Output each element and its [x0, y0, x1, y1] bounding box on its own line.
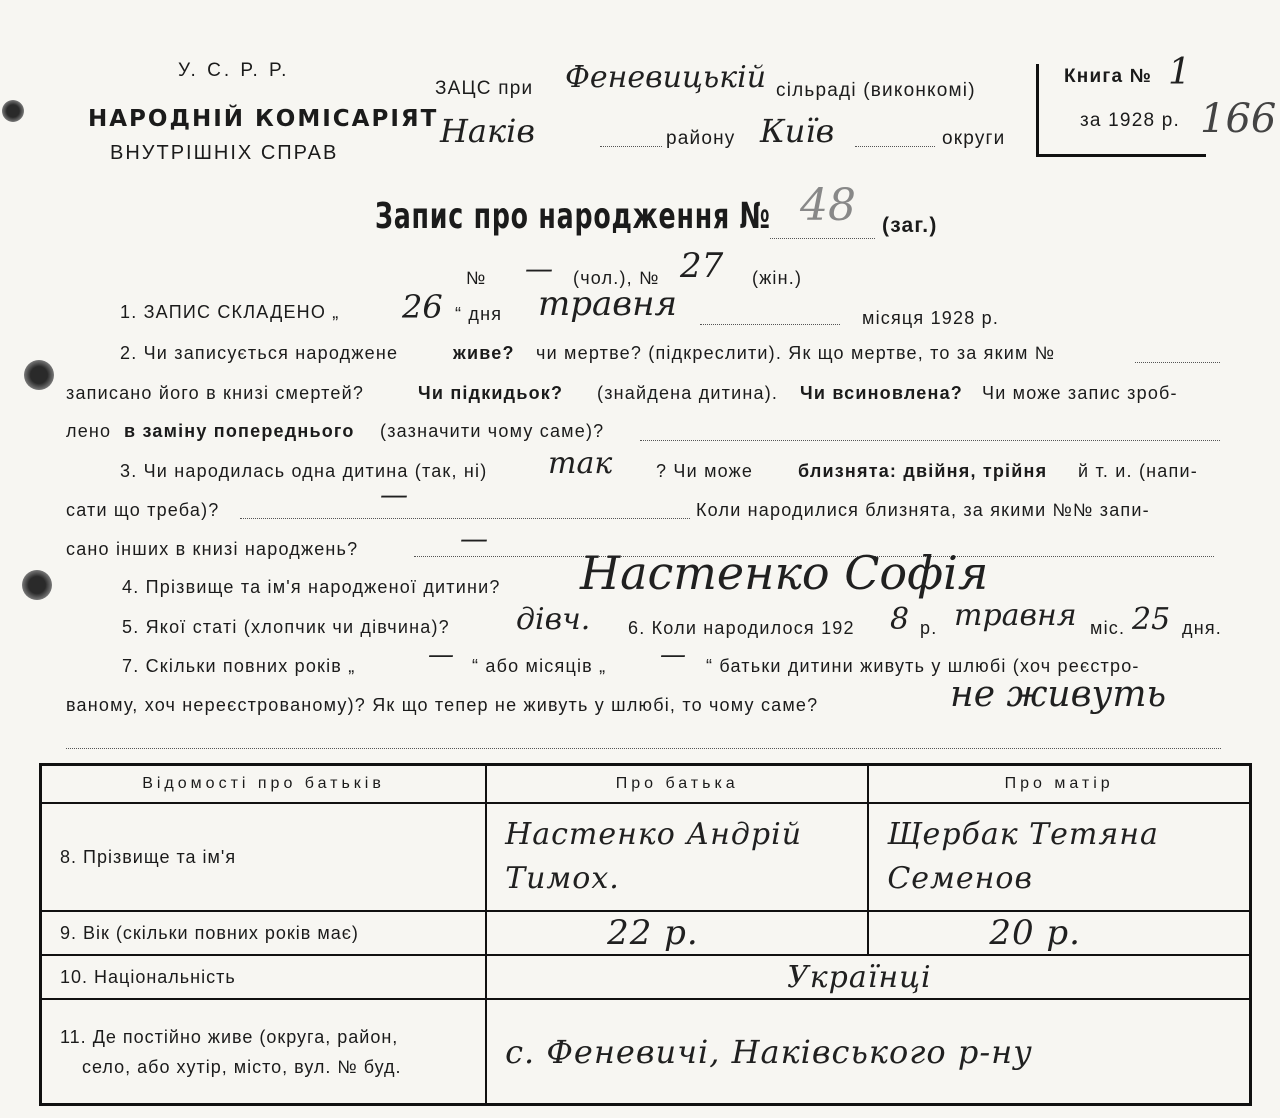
q7-answer: не живуть	[950, 674, 1167, 715]
q1-month: травня	[538, 284, 677, 324]
mother-column-header: Про матір	[868, 765, 1250, 804]
q3-twins: близнята: двійня, трійня	[798, 461, 1048, 481]
q4-label: 4. Прізвище та ім'я народженої дитини?	[122, 577, 501, 597]
male-number: —	[525, 252, 553, 285]
q3-line1d: й т. и. (напи-	[1078, 461, 1198, 481]
raion-label: району	[666, 128, 736, 149]
q1-label: 1. ЗАПИС СКЛАДЕНО „	[120, 302, 340, 322]
q3-line2b: Коли народилися близнята, за якими №№ запи-	[696, 500, 1150, 520]
parents-table	[39, 763, 1252, 1106]
book-number: 1	[1168, 52, 1191, 93]
q7-line2a: ваному, хоч нереєстрованому)? Як що тепер не живуть у шлюбі, то чому саме?	[66, 695, 819, 715]
parents-residence: с. Феневичі, Наківського р-ну	[486, 999, 1250, 1104]
q7-years: —	[428, 640, 454, 670]
q2-line3a: лено	[66, 421, 112, 441]
q7-line1a: 7. Скільки повних років „	[122, 656, 356, 676]
q7-line1c: “ батьки дитини живуть у шлюбі (хоч реєстро-	[706, 656, 1140, 676]
q1-day: 26	[402, 288, 443, 326]
female-number: 27	[680, 246, 724, 286]
q1-day-label: “ дня	[455, 304, 503, 324]
birth-month: травня	[954, 598, 1077, 633]
birth-year-digit: 8	[890, 602, 910, 637]
q2-foundling: Чи підкидьок?	[418, 383, 564, 403]
row-label-name: 8. Прізвище та ім'я	[41, 803, 487, 911]
zags-value: Феневицькій	[565, 60, 767, 95]
q3-line2a: сати що треба)?	[66, 500, 220, 520]
record-title: Запис про народження №	[375, 196, 771, 237]
q3-single-value: так	[548, 446, 613, 481]
record-suffix: (заг.)	[882, 214, 938, 237]
q2-line2a: записано його в книзі смертей?	[66, 383, 365, 403]
q7-line1b: “ або місяців „	[472, 656, 607, 676]
q6-mis: міс.	[1090, 618, 1126, 638]
birth-day: 25	[1132, 602, 1171, 637]
q1-year-label: місяця 1928 р.	[862, 308, 1000, 328]
q2-line1c: чи мертве? (підкреслити). Як що мертве, то за яким №	[536, 343, 1056, 363]
q5-label: 5. Якої статі (хлопчик чи дівчина)?	[122, 617, 450, 637]
q3-others-value: —	[460, 522, 488, 555]
punch-hole	[24, 360, 54, 390]
q3-line1a: 3. Чи народилась одна дитина (так, ні)	[120, 461, 488, 481]
q2-alive: живе?	[453, 343, 515, 363]
no-label: №	[466, 268, 487, 288]
father-name: Настенко Андрій Тимох.	[486, 803, 868, 911]
q3-twins-value: —	[380, 478, 408, 511]
q2-adopted: Чи всиновлена?	[800, 383, 963, 403]
q6-label: 6. Коли народилося 192	[628, 618, 855, 638]
usrr-heading: У. С. Р. Р.	[178, 60, 290, 81]
mother-name: Щербак Тетяна Семенов	[868, 803, 1250, 911]
parents-nationality: Українці	[486, 955, 1250, 999]
okruha-label: округи	[942, 128, 1006, 149]
row-label-residence-line1: 11. Де постійно живе (округа, район,	[60, 1026, 399, 1047]
q3-line1b: ? Чи може	[656, 461, 754, 481]
punch-hole	[22, 570, 52, 600]
row-label-nationality: 10. Національність	[41, 955, 487, 999]
male-label: (чол.), №	[573, 268, 660, 288]
commissariat-heading: НАРОДНІЙ КОМІСАРІЯТ	[88, 106, 439, 132]
punch-hole	[2, 100, 24, 122]
q2-line2c: (знайдена дитина).	[597, 383, 779, 403]
row-label-residence-line2: село, або хутір, місто, вул. № буд.	[82, 1056, 402, 1077]
child-name: Настенко Софія	[580, 546, 989, 600]
zags-label: ЗАЦС при	[435, 78, 534, 99]
book-year: за 1928 р.	[1080, 110, 1180, 131]
council-label: сільраді (виконкомі)	[776, 80, 976, 101]
q2-line3c: (зазначити чому саме)?	[380, 421, 605, 441]
book-label: Книга №	[1064, 66, 1153, 87]
info-column-header: Відомості про батьків	[41, 765, 487, 804]
row-label-age: 9. Вік (скільки повних років має)	[41, 911, 487, 955]
female-label: (жін.)	[752, 268, 803, 288]
internal-affairs-heading: ВНУТРІШНІХ СПРАВ	[110, 142, 339, 164]
raion-value: Наків	[440, 112, 535, 150]
record-number: 48	[800, 180, 856, 231]
q2-line2e: Чи може запис зроб-	[982, 383, 1178, 403]
okruha-value: Київ	[760, 112, 835, 150]
row-label-residence	[41, 999, 487, 1104]
child-sex: дівч.	[516, 602, 591, 637]
q6-r: р.	[920, 618, 938, 638]
q2-replacement: в заміну попереднього	[124, 421, 355, 441]
q2-line1a: 2. Чи записується народжене	[120, 343, 399, 363]
page-number: 166	[1200, 96, 1277, 142]
q7-months: —	[660, 640, 686, 670]
q6-dnia: дня.	[1182, 618, 1222, 638]
father-column-header: Про батька	[486, 765, 868, 804]
q3-line3a: сано інших в книзі народжень?	[66, 539, 359, 559]
father-age: 22 р.	[486, 911, 868, 955]
mother-age: 20 р.	[868, 911, 1250, 955]
